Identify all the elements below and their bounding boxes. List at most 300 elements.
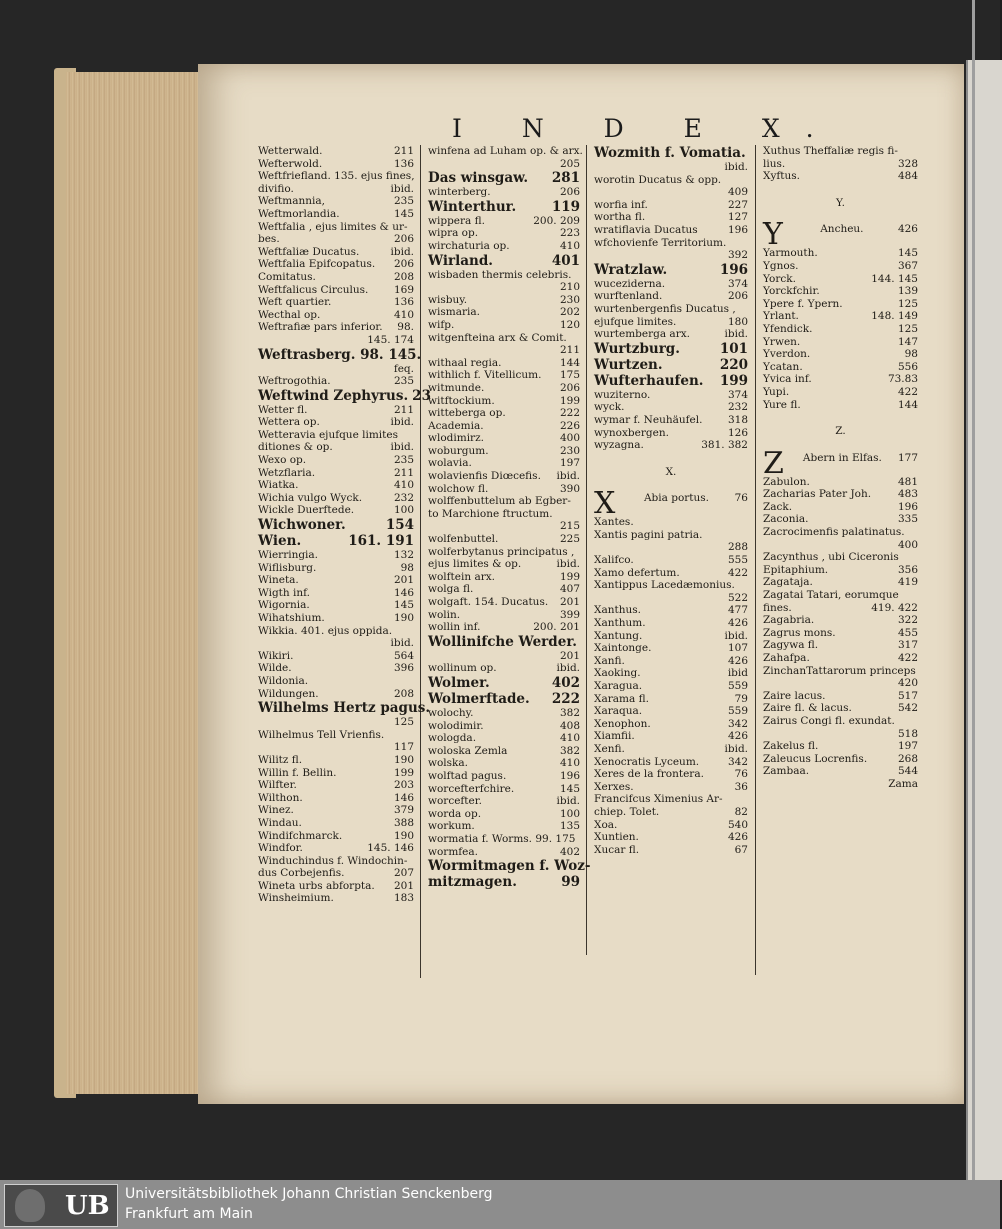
library-name: Universitätsbibliothek Johann Christian Senckenberg [125, 1186, 493, 1202]
entry-term [763, 753, 867, 766]
entry-term [763, 399, 801, 412]
entry-term-text: ditiones & op. [258, 441, 333, 454]
entry-page-ref: 426 [727, 617, 748, 630]
index-entry [428, 833, 580, 846]
entry-term-text: Wildungen. [258, 687, 319, 700]
entry-page-ref: 410 [559, 732, 580, 745]
index-entry [428, 650, 580, 663]
index-entry [428, 757, 580, 770]
entry-term-text: Yupi. [763, 385, 790, 398]
entry-page-ref: 225 [559, 533, 580, 546]
entry-term [594, 844, 639, 857]
index-entry [428, 783, 580, 796]
entry-term-text: Xantippus Lacedæmonius. [594, 579, 735, 592]
section-letter-text: X. [665, 465, 677, 478]
index-entry [428, 344, 580, 357]
entry-term [763, 740, 818, 753]
entry-term [428, 170, 528, 186]
entry-term [428, 269, 572, 282]
entry-term [258, 195, 325, 208]
index-entry [428, 215, 580, 228]
entry-term [428, 215, 485, 228]
entry-term [594, 516, 634, 529]
entry-term [258, 347, 421, 363]
entry-term-text: Wilitz fl. [258, 753, 303, 766]
entry-term [428, 621, 480, 634]
entry-term-text: Xuntien. [594, 831, 639, 844]
entry-page-ref: 148. 149 [871, 310, 918, 323]
entry-term [258, 767, 336, 780]
entry-term [428, 319, 454, 332]
index-entry [258, 195, 414, 208]
entry-term [428, 609, 460, 622]
entry-page-ref: 139 [897, 285, 918, 298]
index-entry [594, 211, 748, 224]
entry-term [763, 373, 812, 386]
entry-term [258, 792, 303, 805]
index-entry [428, 675, 580, 691]
entry-term [258, 158, 322, 171]
entry-page-ref: 544 [897, 765, 918, 778]
entry-term-text: worfia inf. [594, 198, 648, 211]
entry-term-text: Zahafpa. [763, 652, 810, 664]
entry-page-ref: 356 [897, 563, 918, 576]
entry-term [428, 457, 472, 470]
entry-term [428, 445, 489, 458]
entry-term-text: wolftad pagus. [428, 769, 507, 782]
entry-term-text: wisbaden thermis celebris. [428, 268, 572, 281]
entry-page-ref: 235 [393, 454, 414, 467]
index-entry [258, 650, 414, 663]
index-entry [258, 504, 414, 517]
index-entry [428, 745, 580, 758]
entry-term [428, 833, 575, 846]
entry-page-ref: 199 [559, 570, 580, 583]
index-entry [763, 217, 918, 253]
entry-page-ref: 367 [897, 259, 918, 272]
index-entry [763, 539, 918, 552]
entry-term-text: Zagabria. [763, 614, 815, 627]
entry-term [763, 145, 898, 158]
entry-page-ref: 146 [393, 586, 414, 599]
entry-page-ref: feq. [393, 362, 414, 375]
entry-term-text: wyck. [594, 401, 625, 414]
index-entry [258, 804, 414, 817]
index-entry [763, 298, 918, 311]
index-entry [428, 808, 580, 821]
index-column-2 [428, 145, 591, 891]
index-entry [763, 399, 918, 412]
entry-term-text: Wineta. [258, 574, 299, 587]
index-entry [258, 779, 414, 792]
entry-term-text: wolska. [428, 757, 469, 770]
entry-term-text: wolchow fl. [428, 482, 489, 495]
entry-term [594, 793, 723, 806]
entry-page-ref: 196 [719, 261, 748, 278]
drop-initial: Y [763, 217, 783, 253]
entry-page-ref: 410 [559, 757, 580, 770]
entry-term [644, 492, 709, 516]
index-entry [258, 346, 422, 363]
entry-term-text: Wexo op. [258, 454, 307, 467]
entry-term [258, 208, 340, 221]
index-entry [428, 691, 580, 707]
entry-page-ref: 399 [559, 608, 580, 621]
entry-term-text: ejus limites & op. [428, 558, 522, 571]
index-entry [428, 227, 580, 240]
entry-page-ref: 206 [559, 381, 580, 394]
entry-page-ref: 410 [393, 308, 414, 321]
index-entry [763, 602, 918, 615]
index-entry [763, 501, 918, 514]
index-entry [594, 357, 748, 373]
entry-page-ref: ibid. [556, 470, 580, 483]
entry-term [594, 439, 644, 452]
entry-term [594, 145, 746, 161]
column-rule [586, 145, 587, 955]
index-entry [258, 258, 414, 271]
entry-term-text: wolftein arx. [428, 570, 495, 583]
index-entry [594, 844, 748, 857]
index-entry [428, 145, 583, 158]
entry-page-ref: 206 [727, 290, 748, 303]
entry-term-text: to Marchione ftructum. [428, 507, 553, 520]
entry-term [763, 526, 905, 539]
entry-term [428, 186, 491, 199]
entry-page-ref: 281 [551, 170, 580, 187]
entry-term [594, 579, 735, 592]
entry-term [258, 599, 310, 612]
entry-term [594, 806, 659, 819]
index-entry [258, 637, 414, 650]
index-entry [428, 495, 580, 508]
index-entry [594, 554, 748, 567]
index-entry [258, 675, 414, 688]
entry-term-text: Zagataja. [763, 576, 813, 589]
index-entry [763, 273, 918, 286]
entry-page-ref: 227 [727, 198, 748, 211]
entry-term [258, 662, 292, 675]
entry-term-text: wyzagna. [594, 439, 644, 452]
entry-term-text: Ycatan. [763, 360, 803, 373]
entry-term-text: Wikkia. 401. ejus oppida. [258, 624, 393, 637]
entry-term [594, 567, 680, 580]
entry-page-ref: 208 [393, 687, 414, 700]
entry-page-ref: ibid. [556, 662, 580, 675]
index-entry [763, 665, 918, 678]
entry-term-text: Wierringia. [258, 549, 319, 562]
entry-term-text: Weftfalia Epifcopatus. [258, 258, 376, 271]
index-column-1 [258, 145, 431, 905]
entry-page-ref: 409 [727, 186, 748, 199]
entry-term [763, 476, 810, 489]
entry-term [428, 495, 571, 508]
entry-term-text: Wetzflaria. [258, 466, 316, 479]
entry-page-ref: 125 [393, 716, 414, 729]
index-entry [594, 781, 748, 794]
entry-term-text: wortha fl. [594, 211, 646, 224]
entry-term-text: Xanfi. [594, 654, 625, 667]
entry-term [258, 517, 346, 533]
entry-term [258, 892, 334, 905]
entry-term-text: Ygnos. [763, 259, 799, 272]
index-entry [428, 281, 580, 294]
entry-term [428, 707, 474, 720]
entry-page-ref: 76 [734, 768, 748, 781]
entry-term [428, 382, 484, 395]
index-entry [258, 892, 414, 905]
ub-logo[interactable] [4, 1184, 118, 1227]
entry-term-text: Zabulon. [763, 475, 810, 488]
entry-page-ref: 317 [897, 639, 918, 652]
entry-term [594, 630, 642, 643]
index-entry [763, 323, 918, 336]
entry-term-text: Wolmer. [428, 674, 490, 691]
entry-page-ref: 120 [559, 318, 580, 331]
entry-term-text: wolavienfis Diœcefis. [428, 470, 541, 483]
index-entry [763, 690, 918, 703]
entry-term [428, 145, 583, 158]
index-entry [258, 309, 414, 322]
entry-page-ref: 79 [734, 692, 748, 705]
entry-page-ref: 145 [897, 247, 918, 260]
entry-page-ref: 211 [393, 145, 414, 157]
entry-term-text: Francifcus Ximenius Ar- [594, 793, 723, 806]
entry-page-ref: 400 [897, 538, 918, 551]
index-entry [428, 158, 580, 171]
entry-page-ref: 318 [727, 413, 748, 426]
entry-term [820, 223, 863, 247]
index-entry [258, 562, 414, 575]
entry-term-text: Xantung. [594, 629, 643, 642]
entry-term [594, 328, 690, 341]
entry-term [428, 634, 577, 650]
index-entry [594, 529, 748, 542]
entry-term-text: worda op. [428, 807, 482, 820]
entry-page-ref: 481 [897, 475, 918, 488]
entry-term-text: Weftrogothia. [258, 375, 331, 388]
entry-term [258, 284, 368, 297]
entry-term [594, 303, 736, 316]
index-entry [428, 186, 580, 199]
index-heading: I N D E X. [452, 114, 840, 143]
entry-term-text: Ypere f. Ypern. [763, 297, 843, 310]
entry-page-ref: 205 [559, 157, 580, 170]
entry-term [428, 294, 467, 307]
index-entry [258, 767, 414, 780]
entry-term-text: wuceziderna. [594, 277, 666, 290]
index-entry [594, 579, 748, 592]
entry-term-text: Yrwen. [763, 335, 801, 348]
entry-page-ref: 555 [727, 554, 748, 567]
entry-page-ref: 23 [412, 387, 431, 404]
entry-term [594, 604, 641, 617]
entry-term-text: wifp. [428, 318, 455, 331]
entry-page-ref: 154 [385, 517, 414, 534]
entry-term-text: Xyftus. [763, 170, 801, 183]
entry-term [594, 401, 625, 414]
entry-term-text: Wecthal op. [258, 308, 321, 321]
entry-term-text: wymar f. Neuhäufel. [594, 413, 703, 426]
index-entry [428, 707, 580, 720]
entry-term [594, 667, 641, 680]
index-entry [594, 705, 748, 718]
entry-term [258, 612, 325, 625]
entry-page-ref: 322 [897, 614, 918, 627]
index-entry [763, 476, 918, 489]
entry-term-text: Wihatshium. [258, 612, 325, 624]
index-entry [258, 716, 414, 729]
entry-page-ref: 67 [734, 843, 748, 856]
entry-term-text: Wetterwald. [258, 145, 323, 157]
entry-term [258, 246, 359, 259]
entry-term-text: Yvica inf. [763, 373, 812, 386]
entry-page-ref: 201 [393, 574, 414, 587]
index-entry [594, 642, 748, 655]
index-entry [258, 688, 414, 701]
index-entry [258, 662, 414, 675]
entry-page-ref: 328 [897, 157, 918, 170]
index-entry [428, 820, 580, 833]
entry-page-ref: ibid. [556, 795, 580, 808]
page-edges [66, 72, 199, 1094]
index-entry [594, 414, 748, 427]
entry-term-text: wolga fl. [428, 583, 474, 596]
entry-term-text: Yverdon. [763, 348, 811, 361]
entry-term [428, 571, 495, 584]
entry-term-text: Winez. [258, 804, 294, 817]
entry-page-ref: 199 [393, 766, 414, 779]
entry-page-ref: ibid. [724, 161, 748, 173]
library-footer [0, 1180, 1000, 1229]
entry-term [594, 781, 634, 794]
entry-page-ref: 426 [727, 654, 748, 667]
entry-term [428, 596, 548, 609]
entry-term [428, 820, 475, 833]
entry-term [763, 614, 814, 627]
entry-page-ref: 144 [897, 398, 918, 411]
entry-page-ref: 196 [559, 769, 580, 782]
entry-term-text: Weftmannia, [258, 195, 325, 208]
section-letter-text: Y. [836, 196, 845, 209]
index-entry [428, 533, 580, 546]
entry-page-ref: 374 [727, 277, 748, 290]
index-entry [258, 170, 414, 183]
entry-term [594, 373, 703, 389]
entry-term [258, 467, 315, 480]
entry-page-ref: 484 [897, 170, 918, 183]
entry-term [594, 730, 635, 743]
entry-term [763, 298, 843, 311]
entry-term-text: Zacynthus , ubi Ciceronis [763, 551, 899, 564]
entry-term [763, 551, 899, 564]
index-entry [428, 319, 580, 332]
entry-term [428, 395, 495, 408]
index-entry [594, 262, 748, 278]
index-entry [428, 583, 580, 596]
entry-page-ref: 183 [393, 892, 414, 905]
entry-term-text: Zaire lacus. [763, 689, 826, 702]
index-entry [428, 874, 580, 890]
entry-term-text: Wilfter. [258, 779, 297, 792]
index-entry [258, 429, 414, 442]
entry-term [763, 336, 800, 349]
index-entry [594, 174, 748, 187]
entry-term-text: wologda. [428, 732, 477, 745]
entry-term-text: Wien. [258, 533, 302, 550]
entry-page-ref: 402 [551, 674, 580, 691]
column-rule [755, 145, 756, 975]
entry-term-text: wormfea. [428, 845, 478, 858]
index-entry [594, 249, 748, 262]
entry-term-text: Zagywa fl. [763, 639, 819, 652]
entry-page-ref: 202 [559, 306, 580, 319]
entry-term-text: Xenfi. [594, 742, 625, 755]
entry-page-ref: ibid. [390, 245, 414, 258]
entry-term-text: divifio. [258, 182, 294, 195]
entry-term [763, 602, 792, 615]
index-entry [258, 612, 414, 625]
entry-term-text: winfena ad Luham op. & arx. [428, 145, 583, 157]
entry-page-ref: 342 [727, 717, 748, 730]
index-entry [763, 170, 918, 183]
index-entry [258, 574, 414, 587]
entry-term-text: worcefterfchire. [428, 782, 515, 795]
entry-page-ref: 127 [727, 211, 748, 224]
index-entry [428, 470, 580, 483]
entry-term-text: Xanthum. [594, 617, 646, 630]
entry-term-text: witteberga op. [428, 407, 506, 420]
entry-term [428, 253, 493, 269]
entry-page-ref: 522 [727, 591, 748, 604]
entry-term-text: Weftmorlandia. [258, 207, 340, 220]
entry-term-text: Wollinifche Werder. [428, 633, 577, 650]
entry-page-ref: 175 [559, 369, 580, 382]
entry-term [258, 271, 316, 284]
index-entry [428, 508, 580, 521]
entry-term [594, 642, 651, 655]
entry-term-text: Das winsgaw. [428, 170, 529, 187]
entry-term-text: Wurtzburg. [594, 340, 680, 357]
entry-term-text: Xamo defertum. [594, 566, 680, 579]
index-entry [258, 741, 414, 754]
entry-page-ref: ibid. [724, 742, 748, 755]
entry-page-ref: ibid. [724, 629, 748, 642]
entry-page-ref: 223 [559, 227, 580, 240]
index-entry [258, 296, 414, 309]
entry-term [258, 479, 298, 492]
entry-term [428, 808, 481, 821]
entry-term [428, 858, 590, 874]
entry-page-ref: 564 [393, 649, 414, 662]
entry-term [594, 617, 646, 630]
entry-term [594, 529, 703, 542]
entry-page-ref: 203 [393, 779, 414, 792]
entry-term [258, 625, 392, 638]
index-entry [763, 677, 918, 690]
entry-term [258, 441, 333, 454]
entry-term-text: Wichwoner. [258, 517, 346, 534]
entry-page-ref: 98 [904, 348, 918, 361]
entry-term [763, 273, 796, 286]
entry-term-text: worcefter. [428, 795, 482, 808]
entry-page-ref: 342 [727, 755, 748, 768]
entry-term [594, 693, 649, 706]
entry-term [763, 627, 836, 640]
entry-term-text: Zambaa. [763, 765, 810, 778]
entry-page-ref: 199 [719, 372, 748, 389]
entry-term-text: chiep. Tolet. [594, 805, 660, 818]
